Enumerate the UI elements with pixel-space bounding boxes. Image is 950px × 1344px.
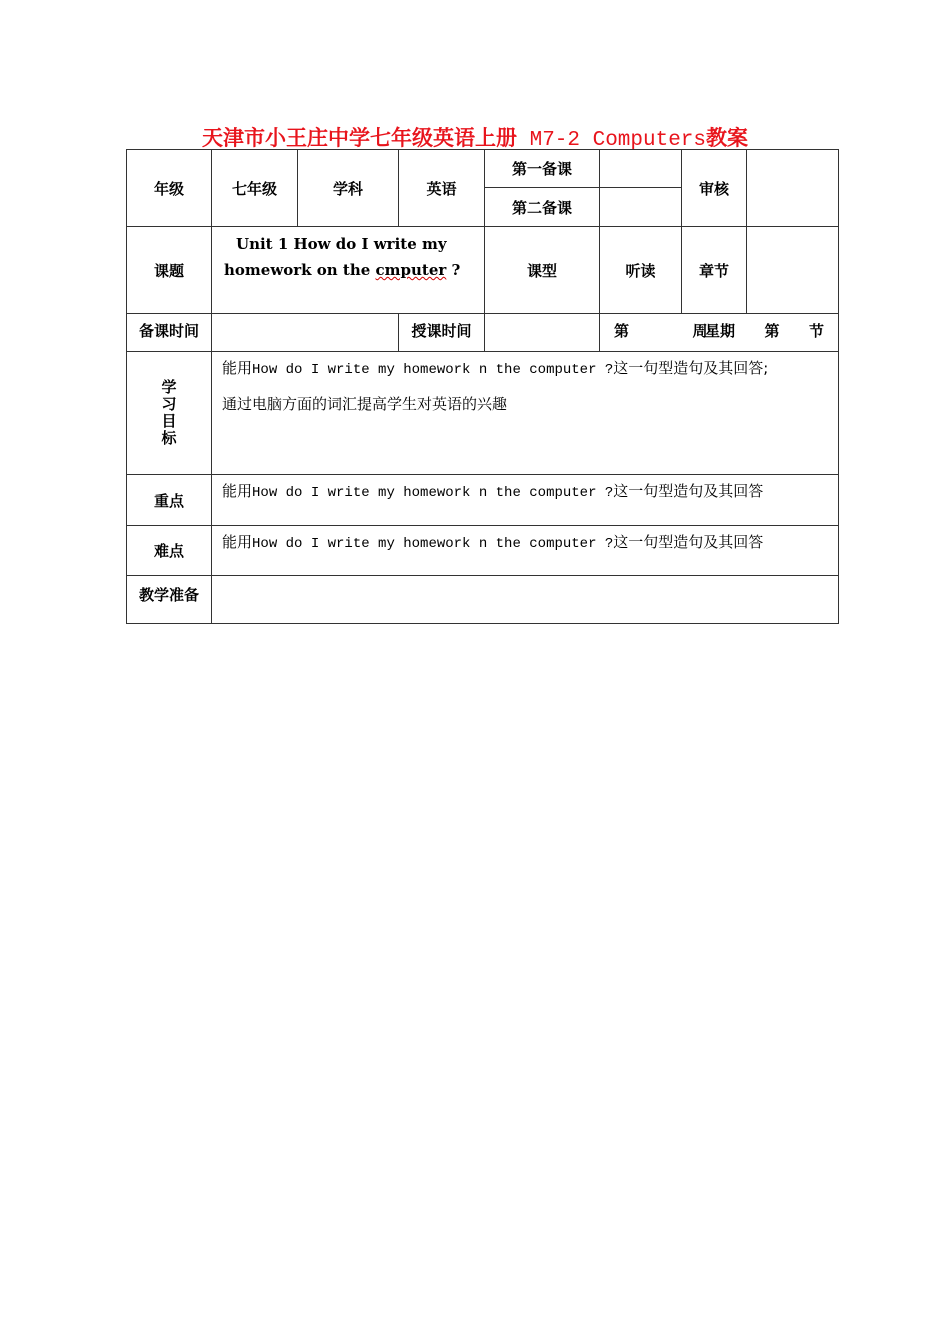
title-suffix: 教案 <box>706 125 749 150</box>
chapter-label: 章节 <box>682 227 747 314</box>
chapter-value <box>747 227 839 314</box>
objectives-label <box>127 352 212 475</box>
type-value: 听读 <box>600 227 682 314</box>
objectives-char-2: 习 <box>161 395 177 413</box>
week-zhou: 周 <box>692 322 708 340</box>
type-label: 课型 <box>485 227 600 314</box>
week-di-1: 第 <box>614 322 630 340</box>
preparation-label: 教学准备 <box>127 576 212 624</box>
objective-1-prefix: 能用 <box>222 359 253 377</box>
prep1-value <box>600 150 682 188</box>
prep2-value <box>600 188 682 227</box>
objectives-content <box>212 352 839 475</box>
topic-label: 课题 <box>127 227 212 314</box>
objective-line-1 <box>222 358 838 394</box>
difficulties-label: 难点 <box>127 526 212 576</box>
key-points-prefix: 能用 <box>222 482 253 500</box>
prep1-label: 第一备课 <box>485 150 600 188</box>
teach-time-label: 授课时间 <box>399 314 485 352</box>
objective-line-2: 通过电脑方面的词汇提高学生对英语的兴趣 <box>222 395 508 413</box>
objectives-char-3: 目 <box>161 412 177 430</box>
key-points-suffix: 这一句型造句及其回答 <box>613 482 764 500</box>
week-schedule <box>600 314 839 352</box>
lesson-plan-table <box>126 149 839 624</box>
difficulties-suffix: 这一句型造句及其回答 <box>613 533 764 551</box>
objective-1-suffix: 这一句型造句及其回答; <box>613 359 769 377</box>
topic-line-1: Unit 1 How do I write my <box>236 235 447 253</box>
difficulties-prefix: 能用 <box>222 533 253 551</box>
topic-value <box>212 227 485 314</box>
difficulties-sentence: How do I write my homework n the computer ? <box>252 536 614 552</box>
objective-1-sentence: How do I write my homework n the computer ? <box>252 362 614 378</box>
subject-value: 英语 <box>399 150 485 227</box>
topic-line-2-part-a: homework on the <box>224 261 376 279</box>
preparation-content <box>212 576 839 624</box>
difficulties-content <box>212 526 839 576</box>
objectives-char-4: 标 <box>161 429 177 447</box>
week-di-2: 第 <box>764 322 780 340</box>
teach-time-value <box>485 314 600 352</box>
prep-time-value <box>212 314 399 352</box>
key-points-content <box>212 475 839 526</box>
title-code: M7-2 Computers <box>516 129 707 152</box>
objectives-char-1: 学 <box>161 378 177 396</box>
topic-misspelled-word: cmputer <box>375 261 447 279</box>
prep2-label: 第二备课 <box>485 188 600 227</box>
key-points-label: 重点 <box>127 475 212 526</box>
title-school: 天津市小王庄中学七年级英语上册 <box>201 125 517 150</box>
document-title <box>0 122 950 152</box>
topic-line-2-part-c: ? <box>446 261 461 279</box>
review-value <box>747 150 839 227</box>
review-label: 审核 <box>682 150 747 227</box>
week-jie: 节 <box>808 322 824 340</box>
topic-line-2 <box>224 257 484 283</box>
subject-label: 学科 <box>298 150 399 227</box>
prep-time-label: 备课时间 <box>127 314 212 352</box>
week-xingqi: 星期 <box>704 322 735 340</box>
grade-value: 七年级 <box>212 150 298 227</box>
grade-label: 年级 <box>127 150 212 227</box>
key-points-sentence: How do I write my homework n the computer ? <box>252 485 614 501</box>
